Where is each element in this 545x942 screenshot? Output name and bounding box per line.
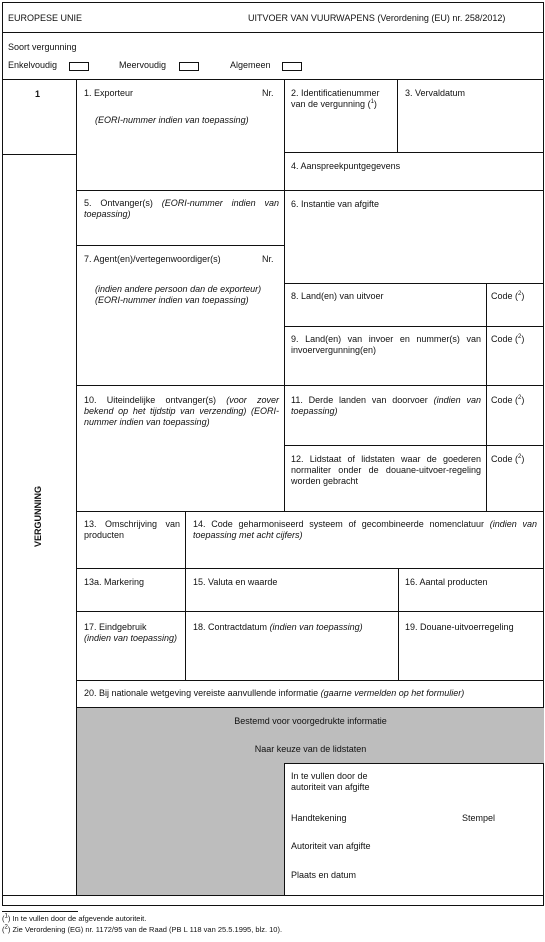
box9-code: Code ($^2$) — [491, 334, 525, 344]
box2-title-text: 2. Identificatienummer van de vergunning — [291, 88, 380, 109]
box7-note: (indien andere persoon dan de exporteur) (EORI-nummer indien van toepassing) — [95, 284, 262, 305]
authority-place-date: Plaats en datum — [291, 870, 357, 880]
divider — [486, 283, 487, 511]
box4-title: 4. Aanspreekpuntgegevens — [291, 161, 401, 171]
box10-note: (voor zover bekend op het tijdstip van verzending) (EORI-nummer indien van toepassing) — [84, 395, 279, 427]
footnote-1: ($^1$) In te vullen door de afgevende autoriteit. — [2, 913, 147, 923]
box11-field[interactable] — [285, 386, 486, 445]
licence-general-checkbox[interactable] — [282, 62, 302, 71]
box3-field[interactable] — [398, 80, 544, 152]
authority-field[interactable] — [285, 764, 544, 895]
licence-type-label: Soort vergunning — [8, 42, 77, 52]
box17-title-text: 17. Eindgebruik — [84, 622, 147, 632]
box7-field[interactable] — [77, 246, 284, 385]
licence-multiple-checkbox[interactable] — [179, 62, 199, 71]
box14-note: (indien van toepassing met acht cijfers) — [193, 519, 537, 540]
box1-nr: Nr. — [262, 88, 274, 98]
box8-code: Code ($^2$) — [491, 291, 525, 301]
code-label: Code — [491, 291, 513, 301]
box11-title-text: 11. Derde landen van doorvoer — [291, 395, 428, 405]
box18-title-text: 18. Contractdatum — [193, 622, 268, 632]
box2-field[interactable] — [285, 80, 397, 152]
footnote-1-text: In te vullen door de afgevende autoriteit. — [12, 914, 147, 923]
box9-title: 9. Land(en) van invoer en nummer(s) van invoervergunning(en) — [291, 334, 481, 355]
preprinted-area-lower — [77, 763, 284, 895]
box9-field[interactable] — [285, 327, 486, 385]
divider — [2, 32, 544, 33]
box17-note: (indien van toepassing) — [84, 633, 178, 643]
box8-title: 8. Land(en) van uitvoer — [291, 291, 384, 301]
side-label: VERGUNNING — [33, 485, 43, 547]
box16-field[interactable] — [399, 569, 544, 611]
box13a-title: 13a. Markering — [84, 577, 145, 587]
box15-title: 15. Valuta en waarde — [193, 577, 278, 587]
box3-title: 3. Vervaldatum — [405, 88, 466, 98]
authority-title: In te vullen door de autoriteit van afgifte — [291, 771, 370, 792]
authority-issuer: Autoriteit van afgifte — [291, 841, 371, 851]
box7-title: 7. Agent(en)/vertegenwoordiger(s) — [84, 254, 221, 264]
box6-field[interactable] — [285, 191, 544, 283]
header-left: EUROPESE UNIE — [8, 13, 83, 23]
box8-field[interactable] — [285, 284, 486, 326]
box16-title: 16. Aantal producten — [405, 577, 488, 587]
box5-title-text: 5. Ontvanger(s) — [84, 198, 153, 208]
box12-field[interactable] — [285, 446, 486, 511]
box12-title: 12. Lidstaat of lidstaten waar de goederen normaliter onder de douane-uitvoer-regeling worden gebracht — [291, 454, 481, 486]
box18-field[interactable] — [186, 612, 398, 680]
licence-single-checkbox[interactable] — [69, 62, 89, 71]
footnote-ref: 1 — [4, 913, 8, 920]
box5-note: (EORI-nummer indien van toepassing) — [84, 198, 279, 219]
footnote-ref: 2 — [518, 334, 522, 340]
footnote-separator — [2, 911, 78, 912]
box2-title: 2. Identificatienummer van de vergunning ($^1$) — [291, 88, 380, 109]
box20-note: (gaarne vermelden op het formulier) — [320, 688, 465, 698]
divider — [2, 154, 76, 155]
footnote-ref: 2 — [518, 291, 522, 297]
box10-title-text: 10. Uiteindelijke ontvanger(s) — [84, 395, 217, 405]
footnote-ref: 2 — [518, 395, 522, 401]
section-number: 1 — [35, 89, 41, 99]
box12-code: Code ($^2$) — [491, 454, 525, 464]
footnote-ref: 2 — [4, 924, 8, 931]
box15-field[interactable] — [186, 569, 398, 611]
footnote-ref: 2 — [518, 454, 522, 460]
box1-note: (EORI-nummer indien van toepassing) — [95, 115, 249, 125]
box6-title: 6. Instantie van afgifte — [291, 199, 380, 209]
box7-nr: Nr. — [262, 254, 274, 264]
box19-title: 19. Douane-uitvoerregeling — [405, 622, 514, 632]
box20-title-text: 20. Bij nationale wetgeving vereiste aanvullende informatie — [84, 688, 319, 698]
code-label: Code — [491, 395, 513, 405]
footnote-ref: 1 — [370, 99, 374, 105]
licence-single-label: Enkelvoudig — [8, 60, 58, 70]
box20-field[interactable] — [77, 681, 544, 707]
box13-field[interactable] — [77, 512, 185, 568]
box5-field[interactable] — [77, 191, 284, 245]
box4-field[interactable] — [285, 153, 544, 190]
box10-field[interactable] — [77, 386, 284, 511]
code-label: Code — [491, 454, 513, 464]
preprinted-line1: Bestemd voor voorgedrukte informatie — [234, 716, 387, 726]
code-label: Code — [491, 334, 513, 344]
box1-field[interactable] — [77, 80, 284, 190]
footnote-2: ($^2$) Zie Verordening (EG) nr. 1172/95 van de Raad (PB L 118 van 25.5.1995, blz. 10). — [2, 924, 283, 934]
box14-field[interactable] — [186, 512, 544, 568]
authority-signature: Handtekening — [291, 813, 347, 823]
authority-stamp: Stempel — [462, 813, 496, 823]
box18-note: (indien van toepassing) — [269, 622, 363, 632]
box17-field[interactable] — [77, 612, 185, 680]
box13a-field[interactable] — [77, 569, 185, 611]
footnote-2-text: Zie Verordening (EG) nr. 1172/95 van de Raad (PB L 118 van 25.5.1995, blz. 10). — [12, 925, 283, 934]
header-right: UITVOER VAN VUURWAPENS (Verordening (EU) nr. 258/2012) — [248, 13, 506, 23]
licence-multiple-label: Meervoudig — [119, 60, 167, 70]
divider — [2, 895, 544, 896]
box19-field[interactable] — [399, 612, 544, 680]
box1-title: 1. Exporteur — [84, 88, 134, 98]
box14-title-text: 14. Code geharmoniseerd systeem of gecombineerde nomenclatuur — [193, 519, 484, 529]
licence-general-label: Algemeen — [230, 60, 271, 70]
box11-code: Code ($^2$) — [491, 395, 525, 405]
preprinted-line2: Naar keuze van de lidstaten — [254, 744, 367, 754]
box11-note: (indien van toepassing) — [291, 395, 481, 416]
box13-title: 13. Omschrijving van producten — [84, 519, 180, 540]
